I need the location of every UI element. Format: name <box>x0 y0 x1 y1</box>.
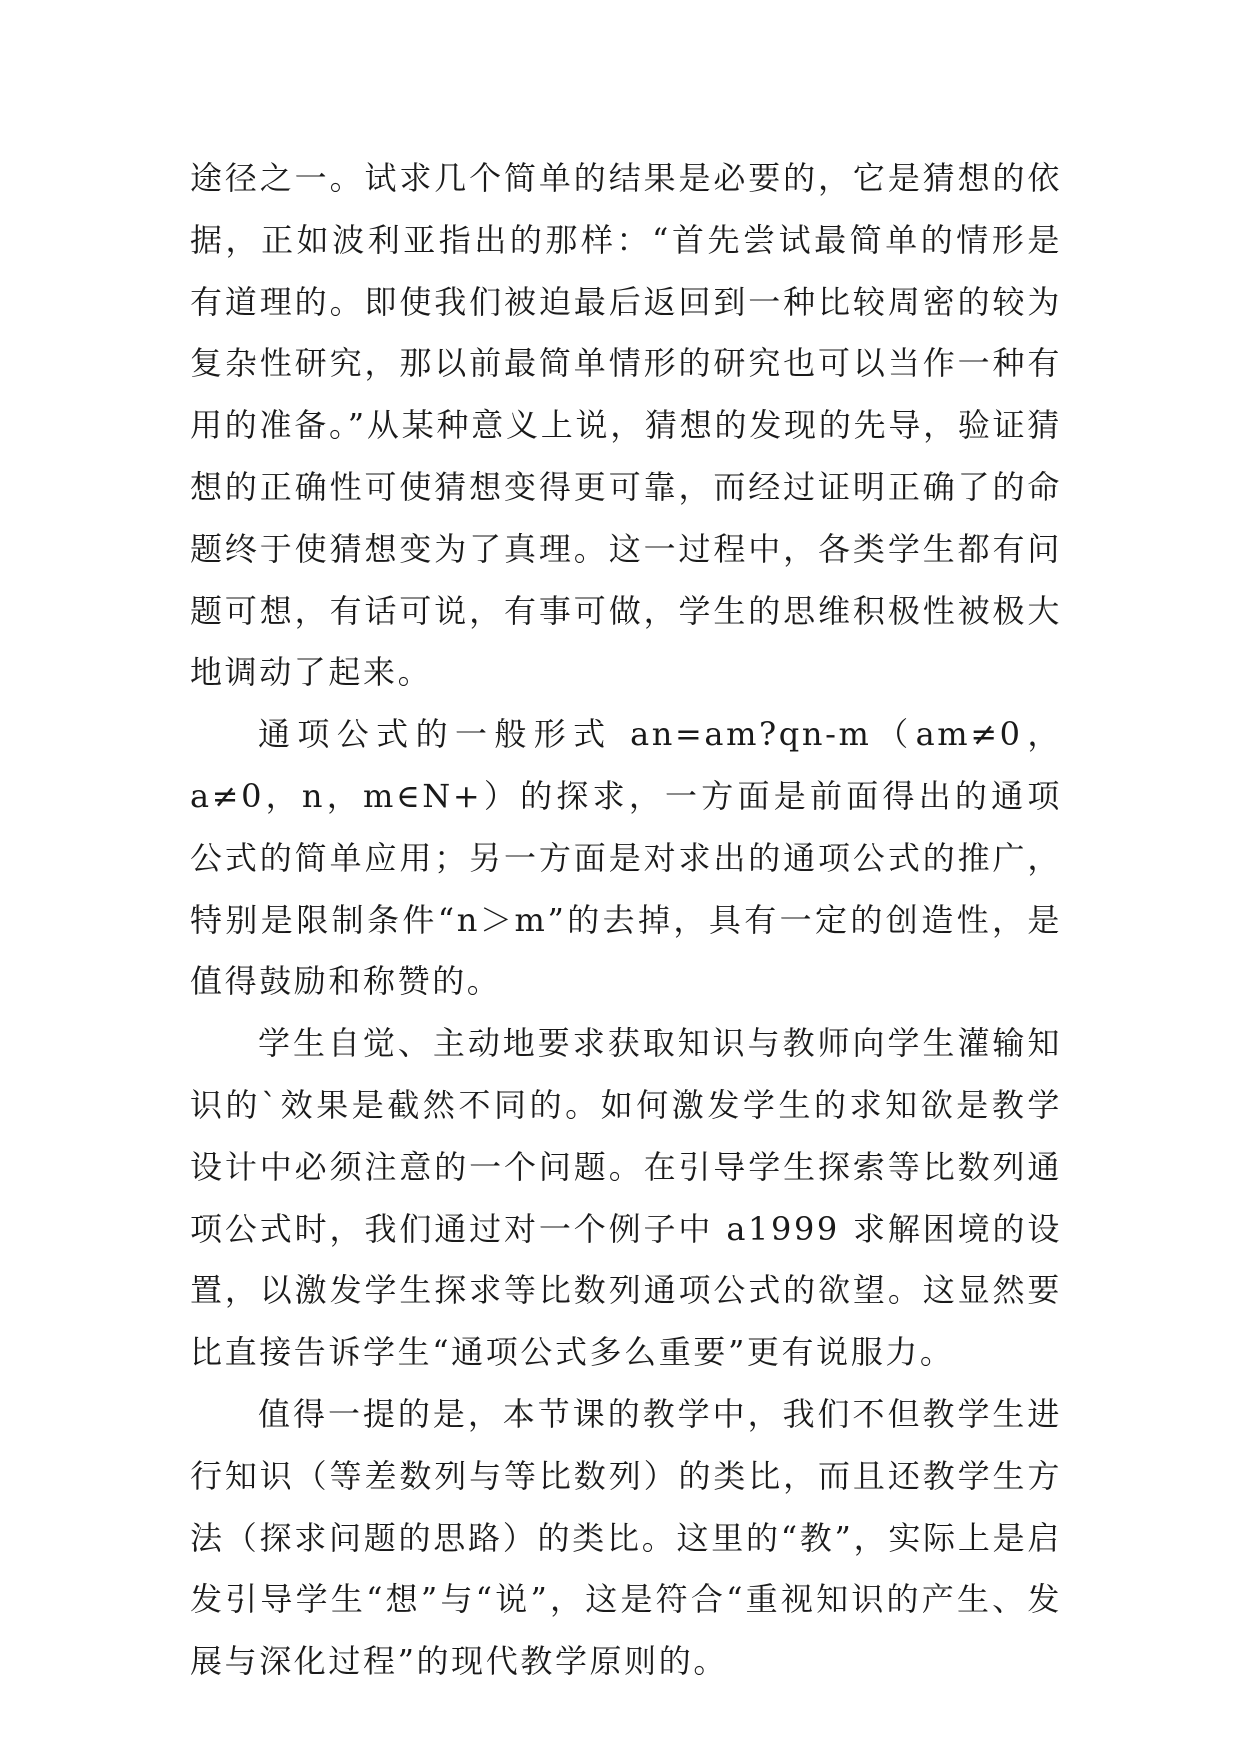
paragraph-4: 值得一提的是，本节课的教学中，我们不但教学生进行知识（等差数列与等比数列）的类比，而且还教学生方法（探求问题的思路）的类比。这里的“教”，实际上是启发引导学生“想”与“说”，这是符合“重视知识的产生、发展与深化过程”的现代教学原则的。 <box>190 1394 1062 1681</box>
document-body <box>190 148 1062 1693</box>
paragraph-1: 途径之一。试求几个简单的结果是必要的，它是猜想的依据，正如波利亚指出的那样：“首先尝试最简单的情形是有道理的。即使我们被迫最后返回到一种比较周密的较为复杂性研究，那以前最简单情形的研究也可以当作一种有用的准备。”从某种意义上说，猜想的发现的先导，验证猜想的正确性可使猜想变得更可靠，而经过证明正确了的命题终于使猜想变为了真理。这一过程中，各类学生都有问题可想，有话可说，有事可做，学生的思维积极性被极大地调动了起来。 <box>190 159 1062 692</box>
paragraph-3: 学生自觉、主动地要求获取知识与教师向学生灌输知识的`效果是截然不同的。如何激发学生的求知欲是教学设计中必须注意的一个问题。在引导学生探索等比数列通项公式时，我们通过对一个例子中 a1999 求解困境的设置，以激发学生探求等比数列通项公式的欲望。这显然要比直接告诉学生“通项公式多么重要”更有说服力。 <box>190 1024 1062 1372</box>
paragraph-2: 通项公式的一般形式 an=am?qn-m（am≠0，a≠0，n，m∈N+）的探求，一方面是前面得出的通项公式的简单应用；另一方面是对求出的通项公式的推广，特别是限制条件“n＞m”的去掉，具有一定的创造性，是值得鼓励和称赞的。 <box>190 715 1062 1001</box>
